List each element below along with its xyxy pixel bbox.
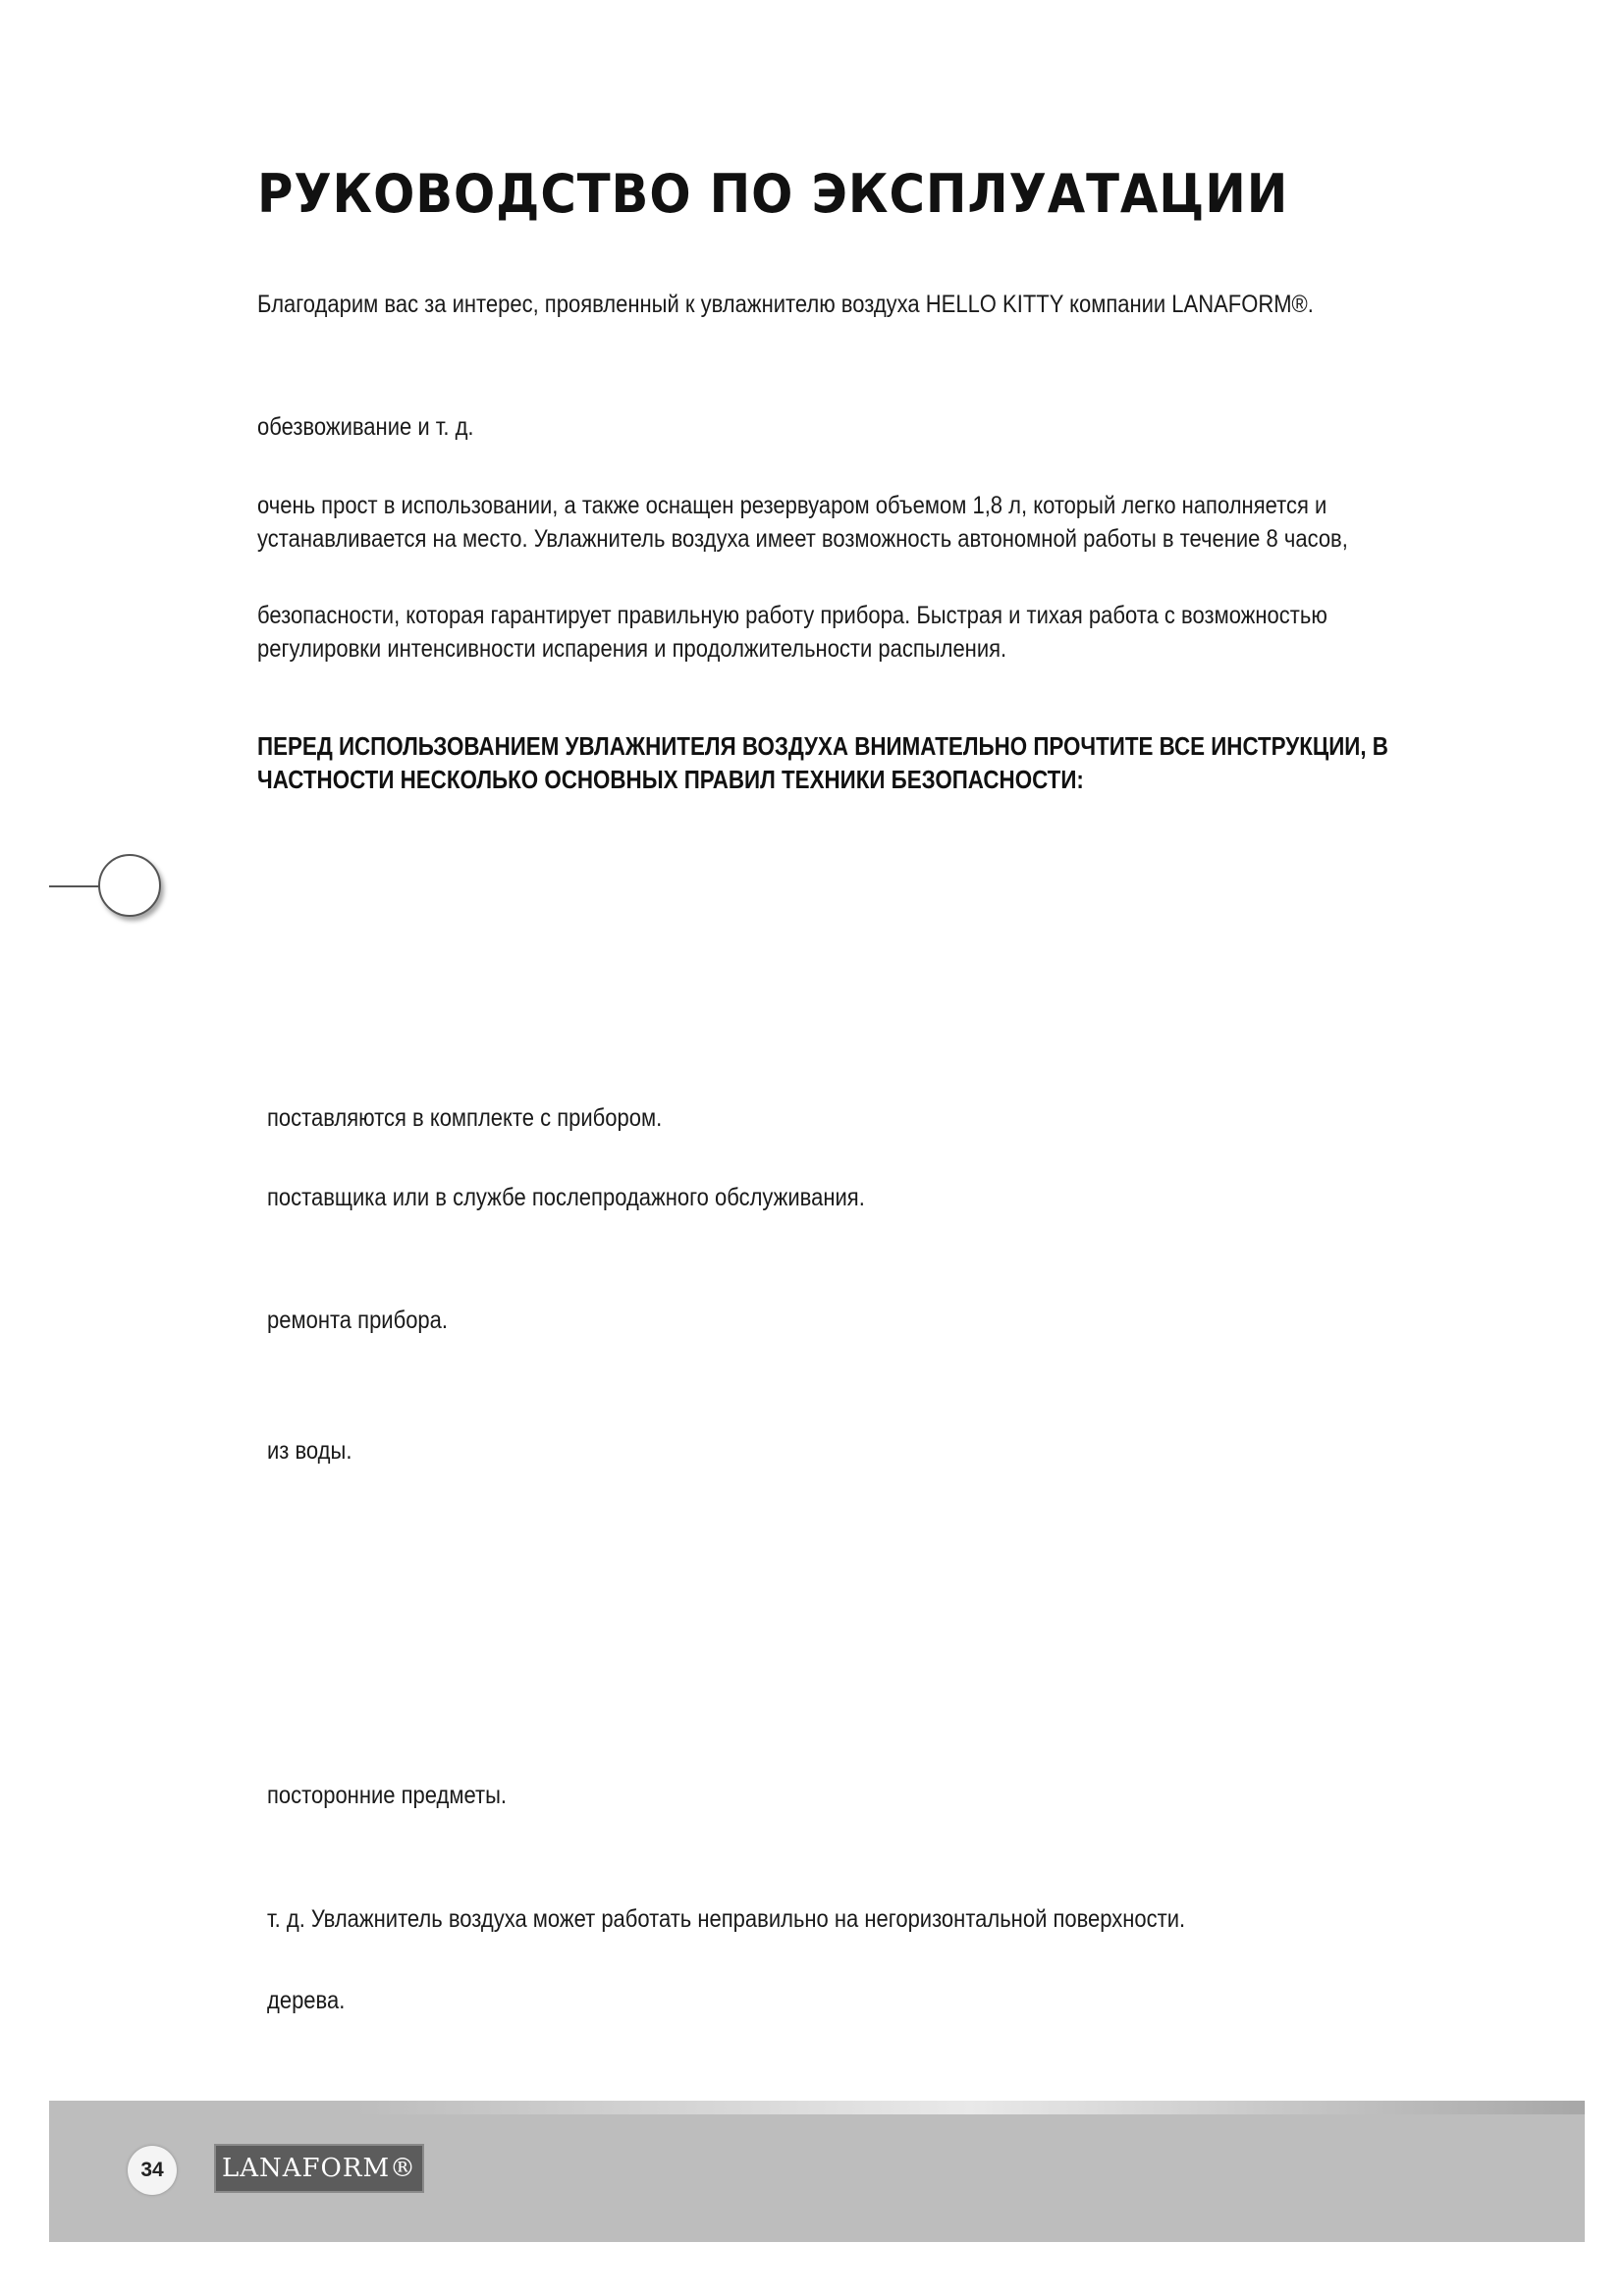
body-text-line: устанавливается на место. Увлажнитель воздуха имеет возможность автономной работы в течение 8 часов, [257,525,1348,553]
lanaform-logo: LANAFORM® [214,2144,424,2193]
marker-line [49,885,100,887]
warning-line: ЧАСТНОСТИ НЕСКОЛЬКО ОСНОВНЫХ ПРАВИЛ ТЕХНИКИ БЕЗОПАСНОСТИ: [257,765,1084,794]
body-text-line: регулировки интенсивности испарения и продолжительности распыления. [257,635,1007,663]
warning-line: ПЕРЕД ИСПОЛЬЗОВАНИЕМ УВЛАЖНИТЕЛЯ ВОЗДУХА ВНИМАТЕЛЬНО ПРОЧТИТЕ ВСЕ ИНСТРУКЦИИ, В [257,731,1388,761]
page-footer [49,2101,1585,2242]
page-number: 34 [128,2146,177,2195]
body-text-line: обезвоживание и т. д. [257,413,474,441]
body-text-line: безопасности, которая гарантирует правильную работу прибора. Быстрая и тихая работа с возможностью [257,602,1327,629]
page-title: РУКОВОДСТВО ПО ЭКСПЛУАТАЦИИ [257,163,1289,225]
list-item: из воды. [267,1437,352,1465]
section-marker-icon [49,852,177,921]
list-item: посторонние предметы. [267,1782,507,1809]
body-text-line: очень прост в использовании, а также оснащен резервуаром объемом 1,8 л, который легко наполняется и [257,492,1327,519]
marker-ring [98,854,161,917]
list-item: дерева. [267,1987,346,2014]
footer-gradient-strip [49,2101,1585,2114]
list-item: ремонта прибора. [267,1307,449,1334]
list-item: т. д. Увлажнитель воздуха может работать неправильно на негоризонтальной поверхности. [267,1905,1186,1933]
intro-paragraph: Благодарим вас за интерес, проявленный к увлажнителю воздуха HELLO KITTY компании LANAFORM®. [257,291,1314,318]
list-item: поставщика или в службе послепродажного обслуживания. [267,1184,865,1211]
list-item: поставляются в комплекте с прибором. [267,1104,663,1132]
